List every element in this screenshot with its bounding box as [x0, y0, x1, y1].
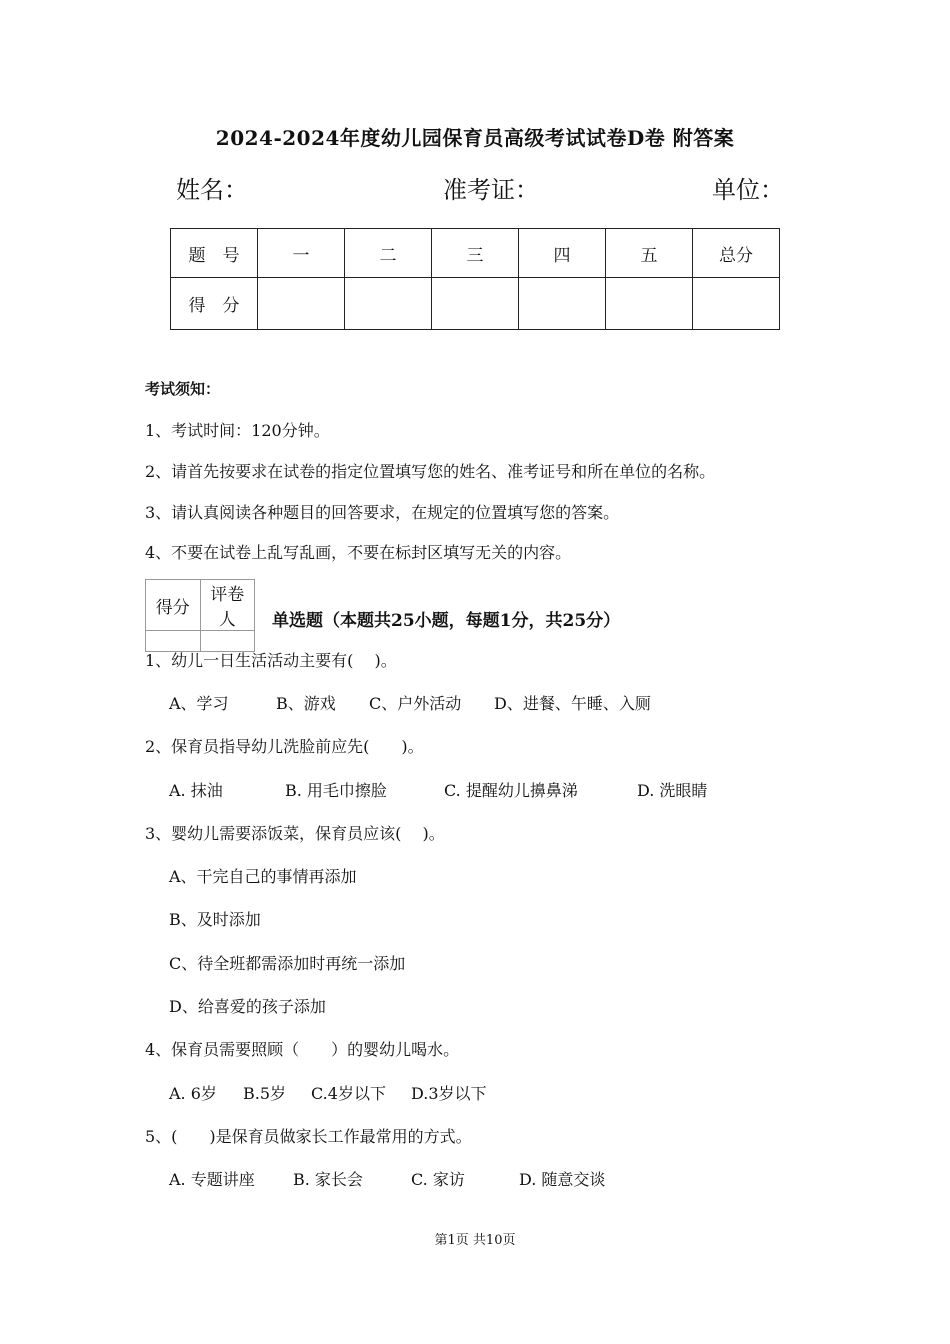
score-col-5: 五: [606, 229, 693, 278]
score-cell-3[interactable]: [432, 278, 519, 330]
score-table: [170, 228, 780, 330]
question-option[interactable]: A. 6岁: [169, 1084, 217, 1103]
question-option[interactable]: C. 家访: [411, 1170, 465, 1189]
question-stem: 1、幼儿一日生活活动主要有( )。: [145, 651, 397, 670]
unit-field-label: 单位：: [712, 176, 784, 204]
question-option[interactable]: A、干完自己的事情再添加: [169, 867, 357, 886]
score-col-4: 四: [519, 229, 606, 278]
grader-box: [145, 579, 255, 652]
question-option[interactable]: B、及时添加: [169, 910, 261, 929]
score-cell-1[interactable]: [258, 278, 345, 330]
question-option[interactable]: C、待全班都需添加时再统一添加: [169, 954, 406, 973]
score-col-1: 一: [258, 229, 345, 278]
question-stem: 2、保育员指导幼儿洗脸前应先( )。: [145, 737, 424, 756]
question-stem: 4、保育员需要照顾（ ）的婴幼儿喝水。: [145, 1040, 460, 1059]
score-cell-5[interactable]: [606, 278, 693, 330]
grader-score-label: 得分: [146, 580, 201, 631]
question-option[interactable]: B.5岁: [243, 1084, 287, 1103]
question-option[interactable]: D.3岁以下: [411, 1084, 487, 1103]
exam-id-field-label: 准考证：: [443, 176, 539, 204]
question-option[interactable]: D. 随意交谈: [519, 1170, 606, 1189]
question-option[interactable]: C.4岁以下: [311, 1084, 386, 1103]
question-option[interactable]: D、给喜爱的孩子添加: [169, 997, 326, 1016]
question-option[interactable]: B. 家长会: [293, 1170, 363, 1189]
page-title: 2024-2024年度幼儿园保育员高级考试试卷D卷 附答案: [215, 126, 735, 150]
grader-reviewer-label: 评卷人: [200, 580, 255, 631]
question-option[interactable]: C. 提醒幼儿擤鼻涕: [444, 781, 578, 800]
question-option[interactable]: C、户外活动: [369, 694, 462, 713]
question-option[interactable]: B. 用毛巾擦脸: [285, 781, 387, 800]
question-option[interactable]: B、游戏: [276, 694, 336, 713]
notice-item: 2、请首先按要求在试卷的指定位置填写您的姓名、准考证号和所在单位的名称。: [145, 462, 716, 481]
notice-heading: 考试须知：: [145, 380, 221, 398]
score-cell-2[interactable]: [345, 278, 432, 330]
score-col-2: 二: [345, 229, 432, 278]
score-col-3: 三: [432, 229, 519, 278]
score-header-label: 题 号: [171, 229, 258, 278]
question-option[interactable]: D. 洗眼睛: [637, 781, 708, 800]
page-footer: 第1页 共10页: [434, 1233, 516, 1248]
score-col-total: 总分: [693, 229, 780, 278]
question-option[interactable]: D、进餐、午睡、入厕: [494, 694, 651, 713]
notice-item: 4、不要在试卷上乱写乱画，不要在标封区填写无关的内容。: [145, 543, 572, 562]
question-option[interactable]: A、学习: [169, 694, 229, 713]
score-table-header-row: [171, 229, 780, 278]
score-row-label: 得 分: [171, 278, 258, 330]
section-title: 单选题（本题共25小题，每题1分，共25分）: [272, 611, 621, 631]
notice-item: 1、考试时间：120分钟。: [145, 421, 330, 440]
question-option[interactable]: A. 抹油: [169, 781, 223, 800]
score-cell-total[interactable]: [693, 278, 780, 330]
score-table-score-row: [171, 278, 780, 330]
question-stem: 5、( )是保育员做家长工作最常用的方式。: [145, 1127, 472, 1146]
name-field-label: 姓名：: [176, 176, 248, 204]
notice-item: 3、请认真阅读各种题目的回答要求，在规定的位置填写您的答案。: [145, 503, 620, 522]
question-stem: 3、婴幼儿需要添饭菜，保育员应该( )。: [145, 824, 445, 843]
score-cell-4[interactable]: [519, 278, 606, 330]
question-option[interactable]: A. 专题讲座: [169, 1170, 255, 1189]
